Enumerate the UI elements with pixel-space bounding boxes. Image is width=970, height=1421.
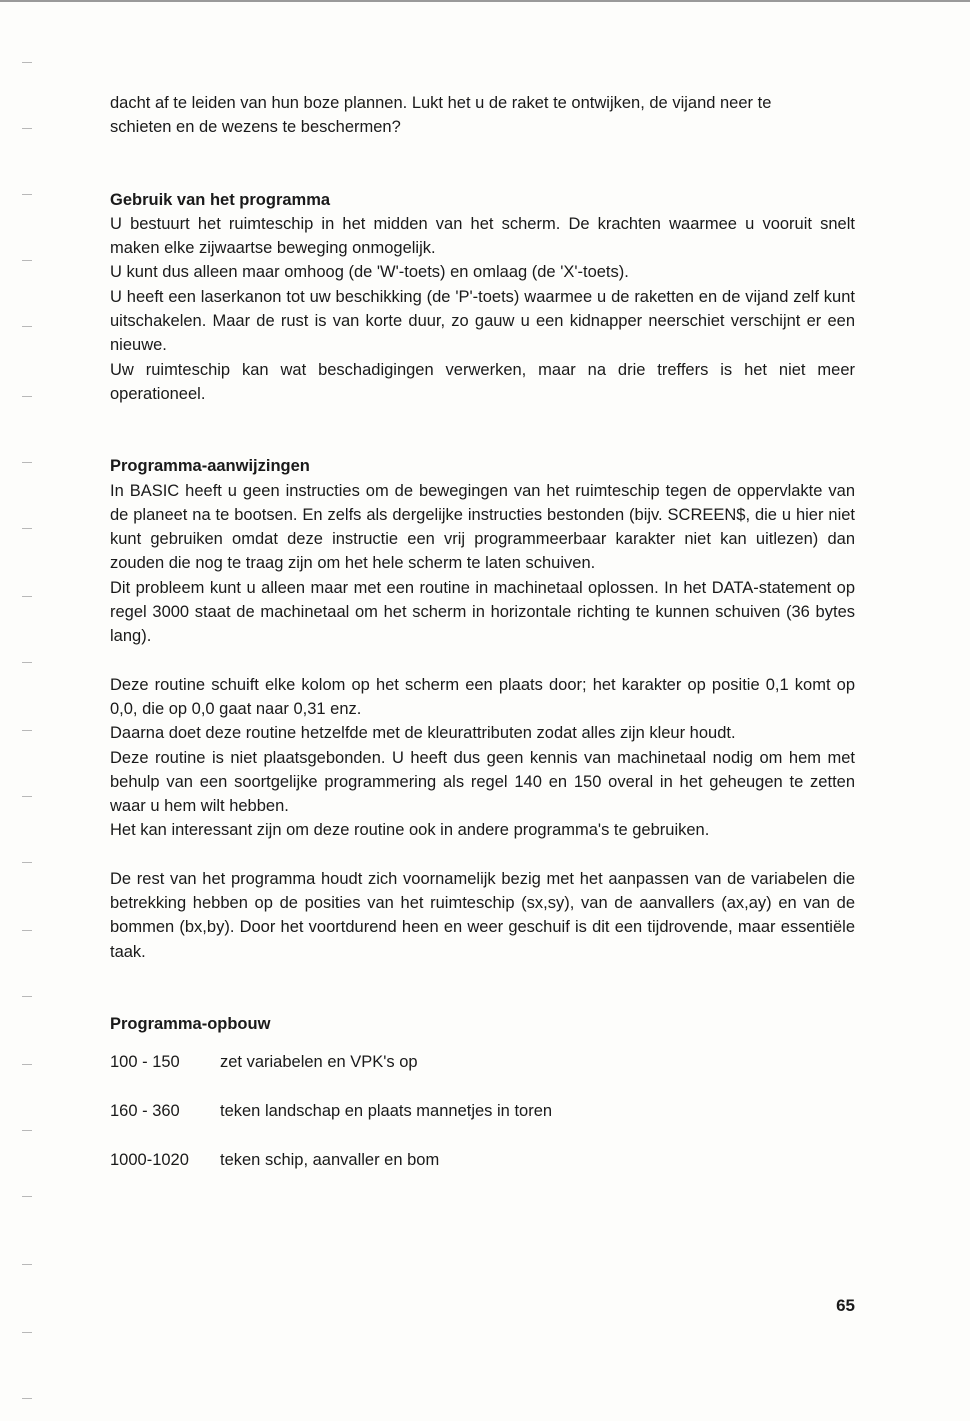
line-description: teken landschap en plaats mannetjes in toren (220, 1102, 553, 1121)
outline-row (110, 1050, 855, 1074)
line-description: zet variabelen en VPK's op (220, 1053, 418, 1072)
line-range: 1000-1020 (110, 1151, 189, 1170)
gebruik-paragraph-1: U bestuurt het ruimteschip in het midden van het scherm. De krachten waarmee u vooruit snelt maken elke zijwaartse beweging onmogelijk. (110, 214, 855, 258)
aanwijzingen-paragraph-3: Deze routine schuift elke kolom op het scherm een plaats door; het karakter op positie 0,1 komt op 0,0, die op 0,0 gaat naar 0,31 enz. (110, 675, 855, 718)
line-description: teken schip, aanvaller en bom (220, 1151, 440, 1170)
outline-row (110, 1148, 855, 1172)
intro-line-2: schieten en de wezens te beschermen? (110, 118, 401, 137)
intro-line-1: dacht af te leiden van hun boze plannen. Lukt het u de raket te ontwijken, de vijand neer te (110, 94, 772, 112)
page-number: 65 (836, 1296, 855, 1315)
heading-aanwijzingen: Programma-aanwijzingen (110, 457, 310, 476)
page-top-border (0, 0, 970, 2)
gebruik-paragraph-4: Uw ruimteschip kan wat beschadigingen verwerken, maar na drie treffers is het niet meer operationeel. (110, 360, 855, 403)
gebruik-paragraph-2: U kunt dus alleen maar omhoog (de 'W'-toets) en omlaag (de 'X'-toets). (110, 263, 629, 282)
line-range: 160 - 360 (110, 1102, 180, 1121)
aanwijzingen-paragraph-2: Dit probleem kunt u alleen maar met een routine in machinetaal oplossen. In het DATA-statement op regel 3000 staat de machinetaal om het scherm in horizontale richting te kunnen schuiven (36 bytes lang). (110, 578, 855, 646)
page-content (110, 91, 855, 1197)
program-outline-list (110, 1050, 855, 1172)
aanwijzingen-paragraph-6: Het kan interessant zijn om deze routine ook in andere programma's te gebruiken. (110, 821, 710, 840)
aanwijzingen-paragraph-5: Deze routine is niet plaatsgebonden. U heeft dus geen kennis van machinetaal nodig om hem met behulp van een soortgelijke programmering als regel 140 en 150 overal in het geheugen te zetten waar u hem wilt hebben. (110, 748, 855, 816)
aanwijzingen-paragraph-1: In BASIC heeft u geen instructies om de bewegingen van het ruimteschip tegen de oppervlakte van de planeet na te bootsen. En zelfs als dergelijke instructies bestonden (bijv. SCREEN$, die u hier niet kunt gebruiken omdat deze instructie een vrij programmeerbaar karakter niet kan uitlezen) dan zouden die nog te traag zijn om het hele scherm te laten schuiven. (110, 481, 855, 573)
aanwijzingen-paragraph-7: De rest van het programma houdt zich voornamelijk bezig met het aanpassen van de variabelen die betrekking hebben op de posities van het ruimteschip (sx,sy), van de aanvallers (ax,ay) en van de bommen (bx,by). Door het voortdurend heen en weer geschuif is dit een tijdrovende, maar essentiële taak. (110, 869, 855, 961)
heading-opbouw: Programma-opbouw (110, 1014, 271, 1033)
heading-gebruik: Gebruik van het programma (110, 190, 331, 209)
aanwijzingen-paragraph-4: Daarna doet deze routine hetzelfde met de kleurattributen zodat alles zijn kleur houdt. (110, 724, 736, 743)
outline-row (110, 1099, 855, 1123)
margin-binding-marks (22, 0, 36, 1421)
gebruik-paragraph-3: U heeft een laserkanon tot uw beschikking (de 'P'-toets) waarmee u de raketten en de vijand zelf kunt uitschakelen. Maar de rust is van korte duur, zo gauw u een kidnapper neerschiet verschijnt er een nieuwe. (110, 287, 855, 355)
line-range: 100 - 150 (110, 1053, 180, 1072)
